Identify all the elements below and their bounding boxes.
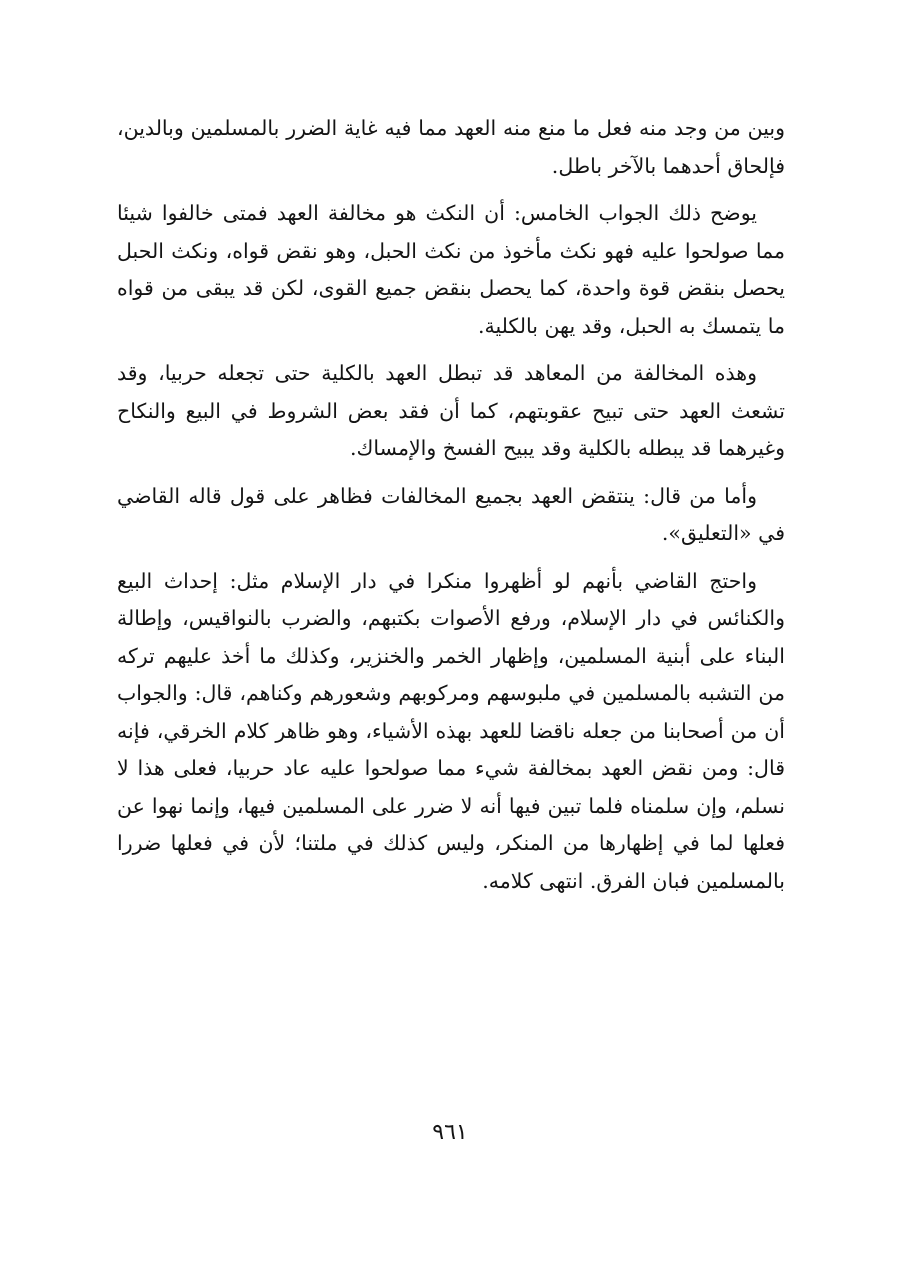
paragraph-2: يوضح ذلك الجواب الخامس: أن النكث هو مخالفة العهد فمتى خالفوا شيئا مما صولحوا عليه فهو نكث مأخوذ من نكث الحبل، وهو نقض قواه، ونكث الحبل يحصل بنقض قوة واحدة، كما يحصل بنقض جميع القوى، لكن قد يبقى من قواه ما يتمسك به الحبل، وقد يهن بالكلية. xyxy=(117,201,785,338)
page-number: ٩٦١ xyxy=(432,1120,468,1145)
body-text xyxy=(117,110,785,910)
paragraph-1: وبين من وجد منه فعل ما منع منه العهد مما فيه غاية الضرر بالمسلمين وبالدين، فإلحاق أحدهما بالآخر باطل. xyxy=(117,116,785,178)
paragraph-4: وأما من قال: ينتقض العهد بجميع المخالفات فظاهر على قول قاله القاضي في «التعليق». xyxy=(117,483,785,545)
paragraph-3: وهذه المخالفة من المعاهد قد تبطل العهد بالكلية حتى تجعله حربيا، وقد تشعث العهد حتى تبيح عقوبتهم، كما أن فقد بعض الشروط في البيع والنكاح وغيرهما قد يبطله بالكلية وقد يبيح الفسخ والإمساك. xyxy=(117,361,785,460)
paragraph-5: واحتج القاضي بأنهم لو أظهروا منكرا في دار الإسلام مثل: إحداث البيع والكنائس في دار الإسلام، ورفع الأصوات بكتبهم، والضرب بالنواقيس، وإطالة البناء على أبنية المسلمين، وإظهار الخمر والخنزير، وكذلك ما أخذ عليهم تركه من التشبه بالمسلمين في ملبوسهم ومركوبهم وشعورهم وكناهم، قال: والجواب أن من أصحابنا من جعله ناقضا للعهد بهذه الأشياء، وهو ظاهر كلام الخرقي، فإنه قال: ومن نقض العهد بمخالفة شيء مما صولحوا عليه عاد حربيا، فعلى هذا لا نسلم، وإن سلمناه فلما تبين فيها أنه لا ضرر على المسلمين فيها، وإنما نهوا عن فعلها لما في إظهارها من المنكر، وليس كذلك في ملتنا؛ لأن في فعلها ضررا بالمسلمين فبان الفرق. انتهى كلامه. xyxy=(117,568,785,893)
